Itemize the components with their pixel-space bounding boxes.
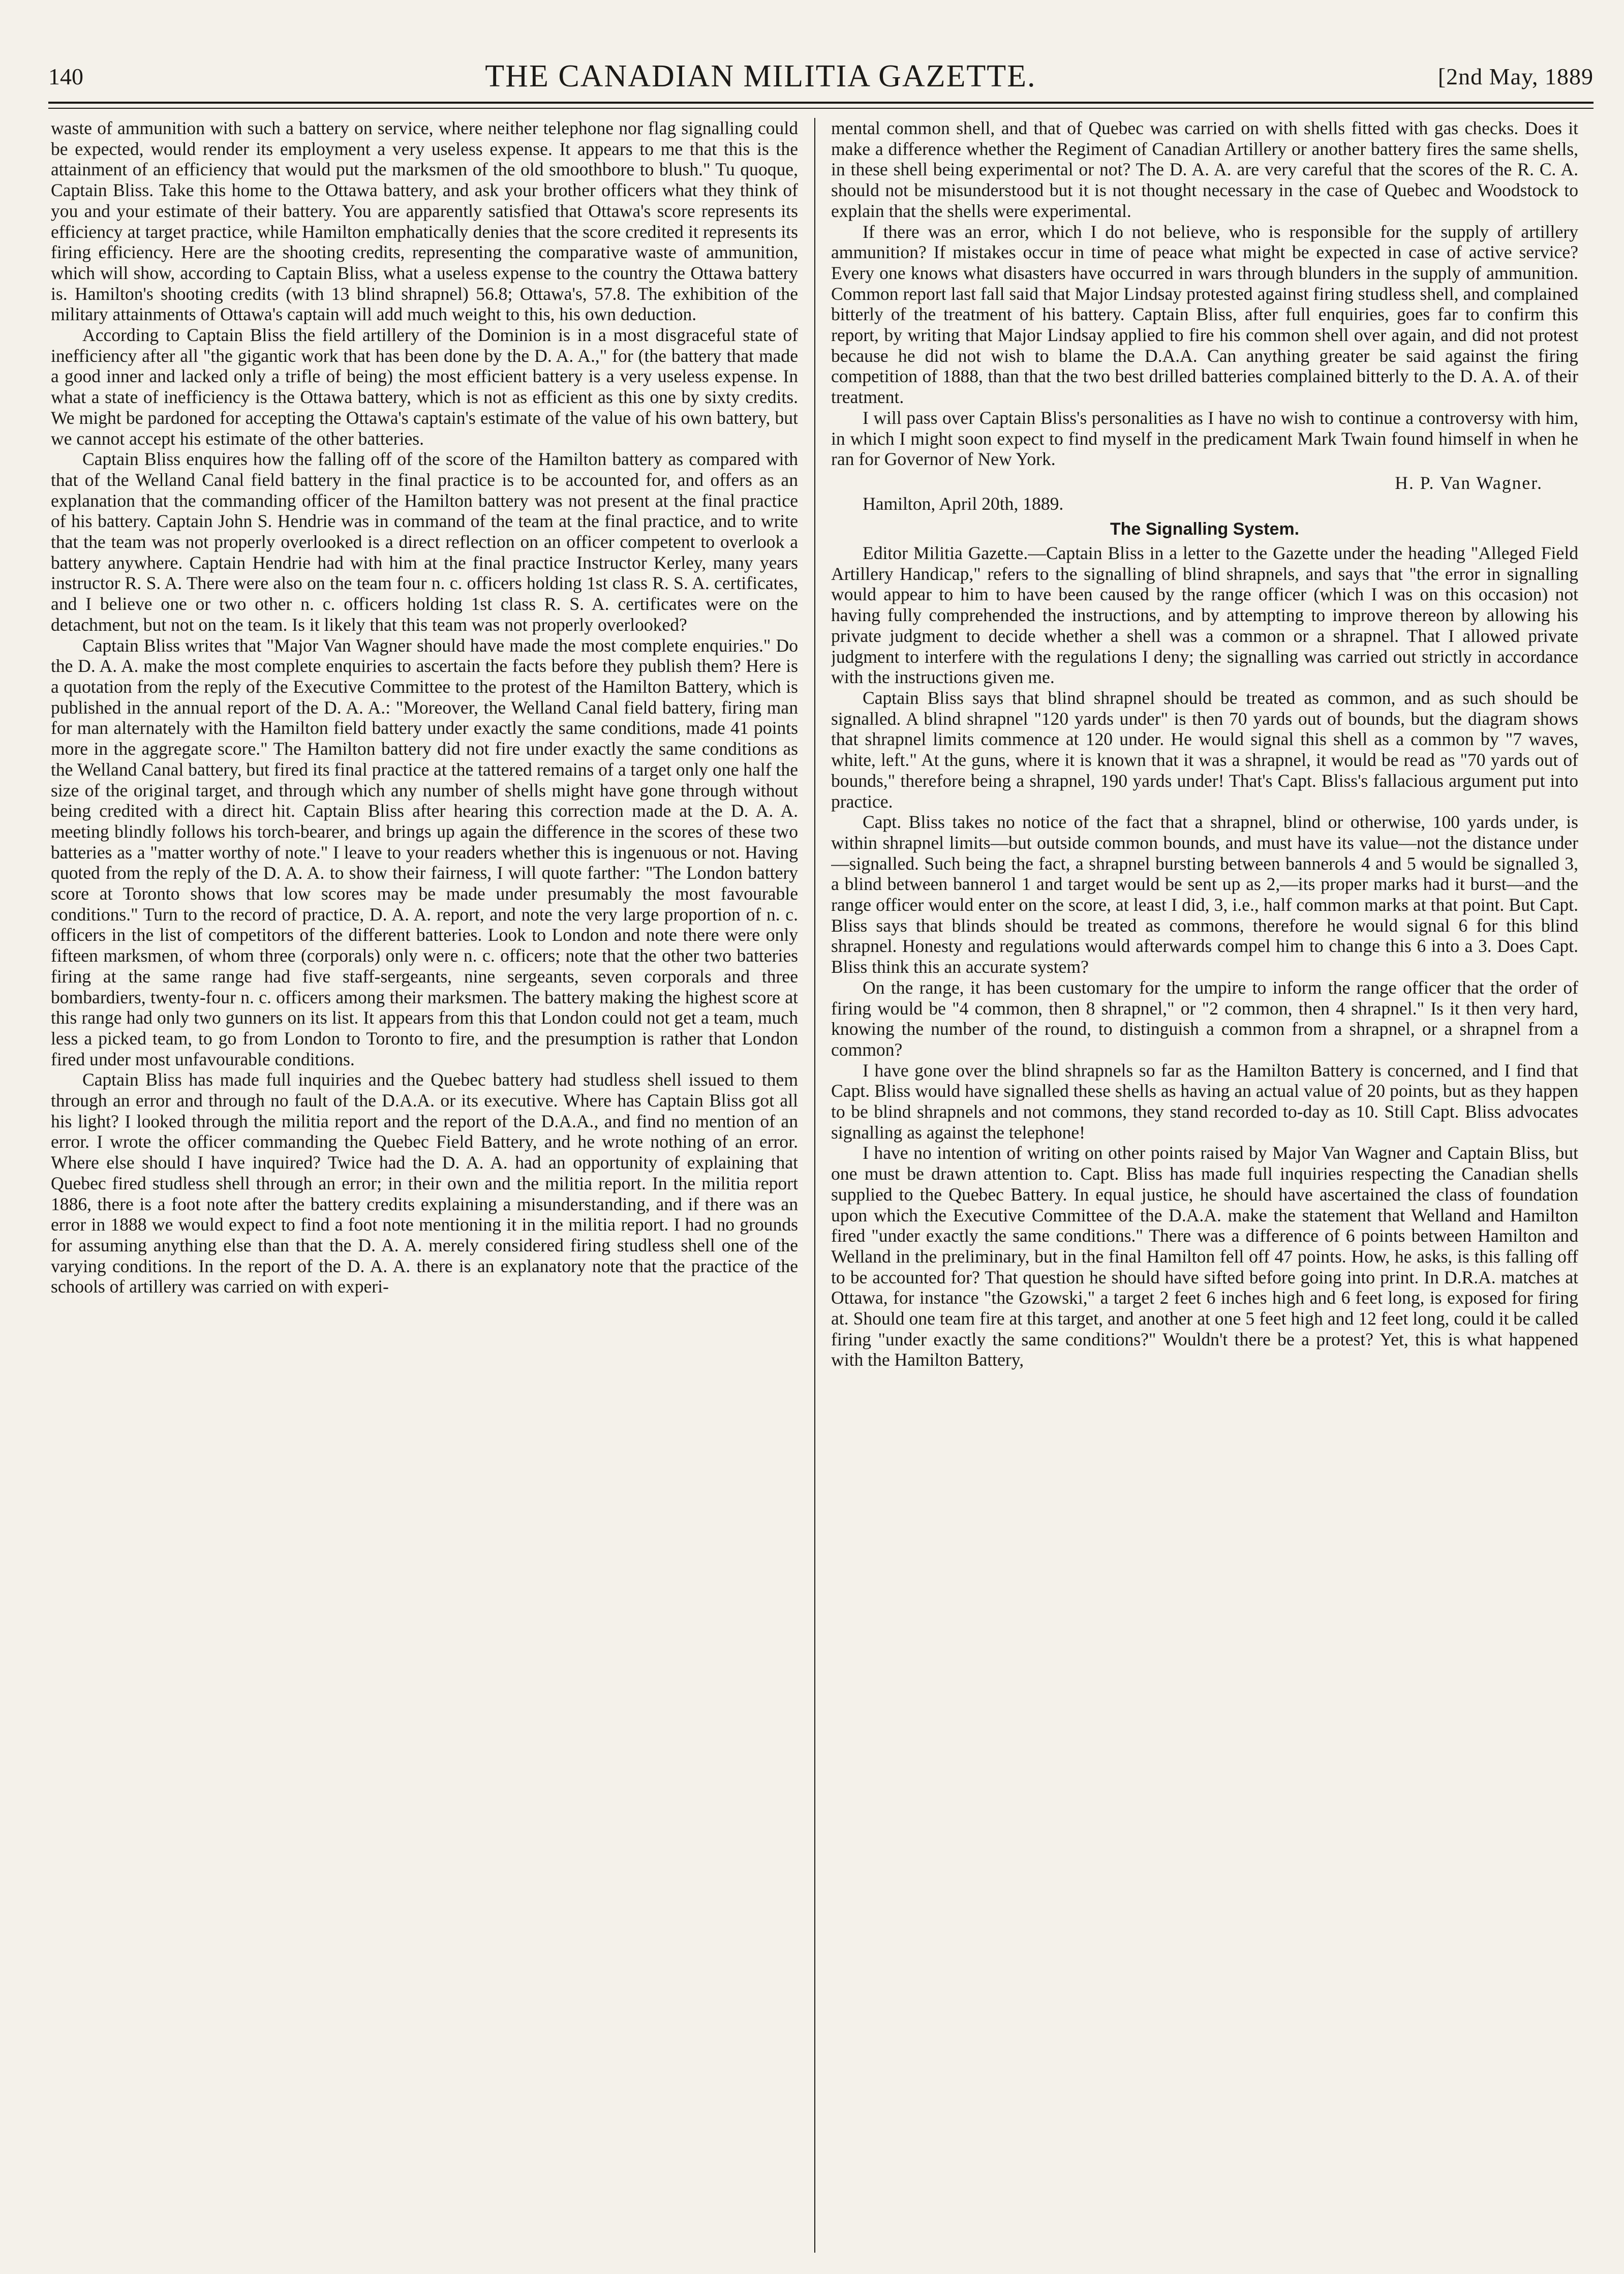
article-paragraph: I will pass over Captain Bliss's personalities as I have no wish to continue a controversy with him, in which I might soon expect to find myself in the predicament Mark Twain found himself in when he ran for Governor of New York.: [831, 407, 1578, 470]
article-paragraph: Captain Bliss writes that "Major Van Wagner should have made the most complete enquiries." Do the D. A. A. make the most complete enquiries to ascertain the facts before they publish them? Here is a quotation from the reply of the Executive Committee to the protest of the Hamilton Battery, which is published in the annual report of the D. A. A.: "Moreover, the Welland Canal field battery, firing man for man alternately with the Hamilton field battery under exactly the same conditions, made 41 points more in the aggregate score." The Hamilton battery did not fire under exactly the same conditions as the Welland Canal battery, but fired its final practice at the tattered remains of a target only one half the size of the original target, and through which any number of shells might have gone through without being credited with a direct hit. Captain Bliss after hearing this correction made at the D. A. A. meeting blindly follows his torch-bearer, and brings up again the difference in the scores of these two batteries as a "matter worthy of note." I leave to your readers whether this is ingenuous or not. Having quoted from the reply of the D. A. A. to show their fairness, I will quote farther: "The London battery score at Toronto shows that low scores may be made under presumably the most favourable conditions." Turn to the record of practice, D. A. A. report, and note the very large proportion of n. c. officers in the list of competitors of the different batteries. Look to London and note there were only fifteen marksmen, of whom three (corporals) only were n. c. officers; note that the other two batteries firing at the same range had five staff-sergeants, nine sergeants, seven corporals and three bombardiers, twenty-four n. c. officers among their marksmen. The battery making the highest score at this range had only two gunners on its list. It appears from this that London could not get a team, much less a picked team, to go from London to Toronto to fire, and the presumption is rather that London fired under most unfavourable conditions.: [51, 635, 798, 1069]
article-paragraph: I have no intention of writing on other points raised by Major Van Wagner and Captain Bliss, but one must be drawn attention to. Capt. Bliss has made full inquiries respecting the Canadian shells supplied to the Quebec Battery. In equal justice, he should have ascertained the class of foundation upon which the Executive Committee of the D.A.A. make the statement that Welland and Hamilton fired "under exactly the same conditions." There was a difference of 6 points between Hamilton and Welland in the preliminary, but in the final Hamilton fell off 47 points. How, he asks, is this falling off to be accounted for? That question he should have sifted before going into print. In D.R.A. matches at Ottawa, for instance "the Gzowski," a target 2 feet 6 inches high and 6 feet long, is exposed for firing at. Should one team fire at this target, and another at one 5 feet high and 12 feet long, could it be called firing "under exactly the same conditions?" Wouldn't there be a protest? Yet, this is what happened with the Hamilton Battery,: [831, 1143, 1578, 1370]
left-column: [51, 118, 798, 2260]
letter-signature: H. P. Van Wagner.: [1395, 472, 1543, 493]
article-paragraph: Captain Bliss has made full inquiries and the Quebec battery had studless shell issued to them through an error and through no fault of the D.A.A. or its executive. Where has Captain Bliss got all his light? I looked through the militia report and the report of the D.A.A., and find no mention of an error. I wrote the officer commanding the Quebec Field Battery, and he wrote nothing of an error. Where else should I have inquired? Twice had the D. A. A. had an opportunity of explaining that Quebec fired studless shell through an error; in their own and the militia report. In the militia report 1886, there is a foot note after the battery credits explaining a misunderstanding, and if there was an error in 1888 we would expect to find a foot note mentioning it in the militia report. I had no grounds for assuming anything else than that the D. A. A. merely considered firing studless shell one of the varying conditions. In the report of the D. A. A. there is an explanatory note that the practice of the schools of artillery was carried on with experi-: [51, 1069, 798, 1297]
header-rule-thin: [48, 108, 1594, 109]
letter-dateline: Hamilton, April 20th, 1889.: [863, 493, 1064, 514]
article-paragraph: Captain Bliss enquires how the falling off of the score of the Hamilton battery as compared with that of the Welland Canal field battery in the final practice is to be accounted for, and offers as an explanation that the commanding officer of the Hamilton battery was not present at the final practice of his battery. Captain John S. Hendrie was in command of the team at the final practice, and to write that the team was not properly overlooked is a direct reflection on an officer competent to overlook a battery anywhere. Captain Hendrie had with him at the final practice Instructor Kerley, many years instructor R. S. A. There were also on the team four n. c. officers holding 1st class R. S. A. certificates, and I believe one or two other n. c. officers holding 1st class R. S. A. certificates were on the detachment, but not on the team. Is it likely that this team was not properly overlooked?: [51, 449, 798, 635]
article-paragraph: If there was an error, which I do not believe, who is responsible for the supply of artillery ammunition? If mistakes occur in time of peace what might be expected in case of active service? Every one knows what disasters have occurred in wars through blunders in the supply of ammunition. Common report last fall said that Major Lindsay protested against firing studless shell, and complained bitterly of the treatment of his battery. Captain Bliss, after full enquiries, goes far to confirm this report, by writing that Major Lindsay applied to fire his common shell over again, and did not protest because he did not wish to blame the D.A.A. Can anything greater be said against the firing competition of 1888, than that the two best drilled batteries complained bitterly to the D. A. A. of their treatment.: [831, 221, 1578, 408]
article-paragraph: waste of ammunition with such a battery on service, where neither telephone nor flag signalling could be expected, would render its employment a very useless expense. It appears to me that this is the attainment of an efficiency that would put the marksmen of the old smoothbore to blush." Tu quoque, Captain Bliss. Take this home to the Ottawa battery, and ask your brother officers what they think of you and your estimate of their battery. You are apparently satisfied that Ottawa's score represents its efficiency at target practice, while Hamilton emphatically denies that the score credited it represents its firing efficiency. Here are the shooting credits, representing the comparative waste of ammunition, which will show, according to Captain Bliss, what a useless expense to the country the Ottawa battery is. Hamilton's shooting credits (with 13 blind shrapnel) 56.8; Ottawa's, 57.8. The exhibition of the military attainments of Ottawa's captain will add much weight to this, his own deduction.: [51, 118, 798, 325]
header-rule-thick: [48, 102, 1594, 104]
section-heading: The Signalling System.: [1110, 519, 1300, 539]
right-column: [831, 118, 1578, 2260]
article-paragraph: Editor Militia Gazette.—Captain Bliss in a letter to the Gazette under the heading "Alleged Field Artillery Handicap," refers to the signalling of blind shrapnels, and says that "the error in signalling would appear to him to have been caused by the range officer (which I was on this occasion) not having fully comprehended the instructions, and by attempting to improve thereon by allowing his private judgment to decide whether a shell was a common or a shrapnel. That I allowed private judgment to interfere with the regulations I deny; the signalling was carried out strictly in accordance with the instructions given me.: [831, 543, 1578, 688]
page-header: [48, 56, 1594, 97]
column-divider: [814, 118, 815, 2253]
article-paragraph: mental common shell, and that of Quebec was carried on with shells fitted with gas checks. Does it make a difference whether the Regiment of Canadian Artillery or another battery fires the same shells, in these shell being experimental or not? The D. A. A. are very careful that the scores of the R. C. A. should not be misunderstood but it is not thought necessary in the case of Quebec and Woodstock to explain that the shells were experimental.: [831, 118, 1578, 221]
issue-date: [2nd May, 1889: [1437, 63, 1594, 89]
article-paragraph: I have gone over the blind shrapnels so far as the Hamilton Battery is concerned, and I find that Capt. Bliss would have signalled these shells as having an actual value of 20 points, but as they happen to be blind shrapnels and not commons, they stand recorded to-day as 10. Still Capt. Bliss advocates signalling as against the telephone!: [831, 1060, 1578, 1143]
article-paragraph: Capt. Bliss takes no notice of the fact that a shrapnel, blind or otherwise, 100 yards under, is within shrapnel limits—but outside common bounds, and must have its value—not the distance under—signalled. Such being the fact, a shrapnel bursting between bannerols 4 and 5 would be signalled 3, a blind between bannerol 1 and target would be sent up as 2,—its proper marks had it burst—and the range officer would enter on the score, at least I did, 3, i.e., half common marks at that point. But Capt. Bliss says that blinds should be treated as commons, therefore he would signal 6 for this blind shrapnel. Honesty and regulations would afterwards compel him to change this 6 into a 3. Does Capt. Bliss think this an accurate system?: [831, 812, 1578, 977]
article-paragraph: According to Captain Bliss the field artillery of the Dominion is in a most disgraceful state of inefficiency after all "the gigantic work that has been done by the D. A. A.," for (the battery that made a good inner and lacked only a trifle of being) the most efficient battery is a very useless expense. In what a state of inefficiency is the Ottawa battery, which is not as efficient as this one by sixty credits. We might be pardoned for accepting the Ottawa's captain's estimate of the value of his own battery, but we cannot accept his estimate of the other batteries.: [51, 325, 798, 449]
masthead-title: THE CANADIAN MILITIA GAZETTE.: [485, 58, 1036, 94]
article-paragraph: Captain Bliss says that blind shrapnel should be treated as common, and as such should be signalled. A blind shrapnel "120 yards under" is then 70 yards out of bounds, but the diagram shows that shrapnel limits commence at 120 under. He would signal this shell as a common by "7 waves, white, left." At the guns, where it is known that it was a shrapnel, it would be read as "70 yards out of bounds," therefore being a shrapnel, 190 yards under! That's Capt. Bliss's fallacious argument put into practice.: [831, 687, 1578, 812]
page-number: 140: [48, 63, 83, 89]
article-paragraph: On the range, it has been customary for the umpire to inform the range officer that the order of firing would be "4 common, then 8 shrapnel," or "2 common, then 4 shrapnel." Is it then very hard, knowing the number of the round, to distinguish a common from a shrapnel, or a shrapnel from a common?: [831, 977, 1578, 1060]
